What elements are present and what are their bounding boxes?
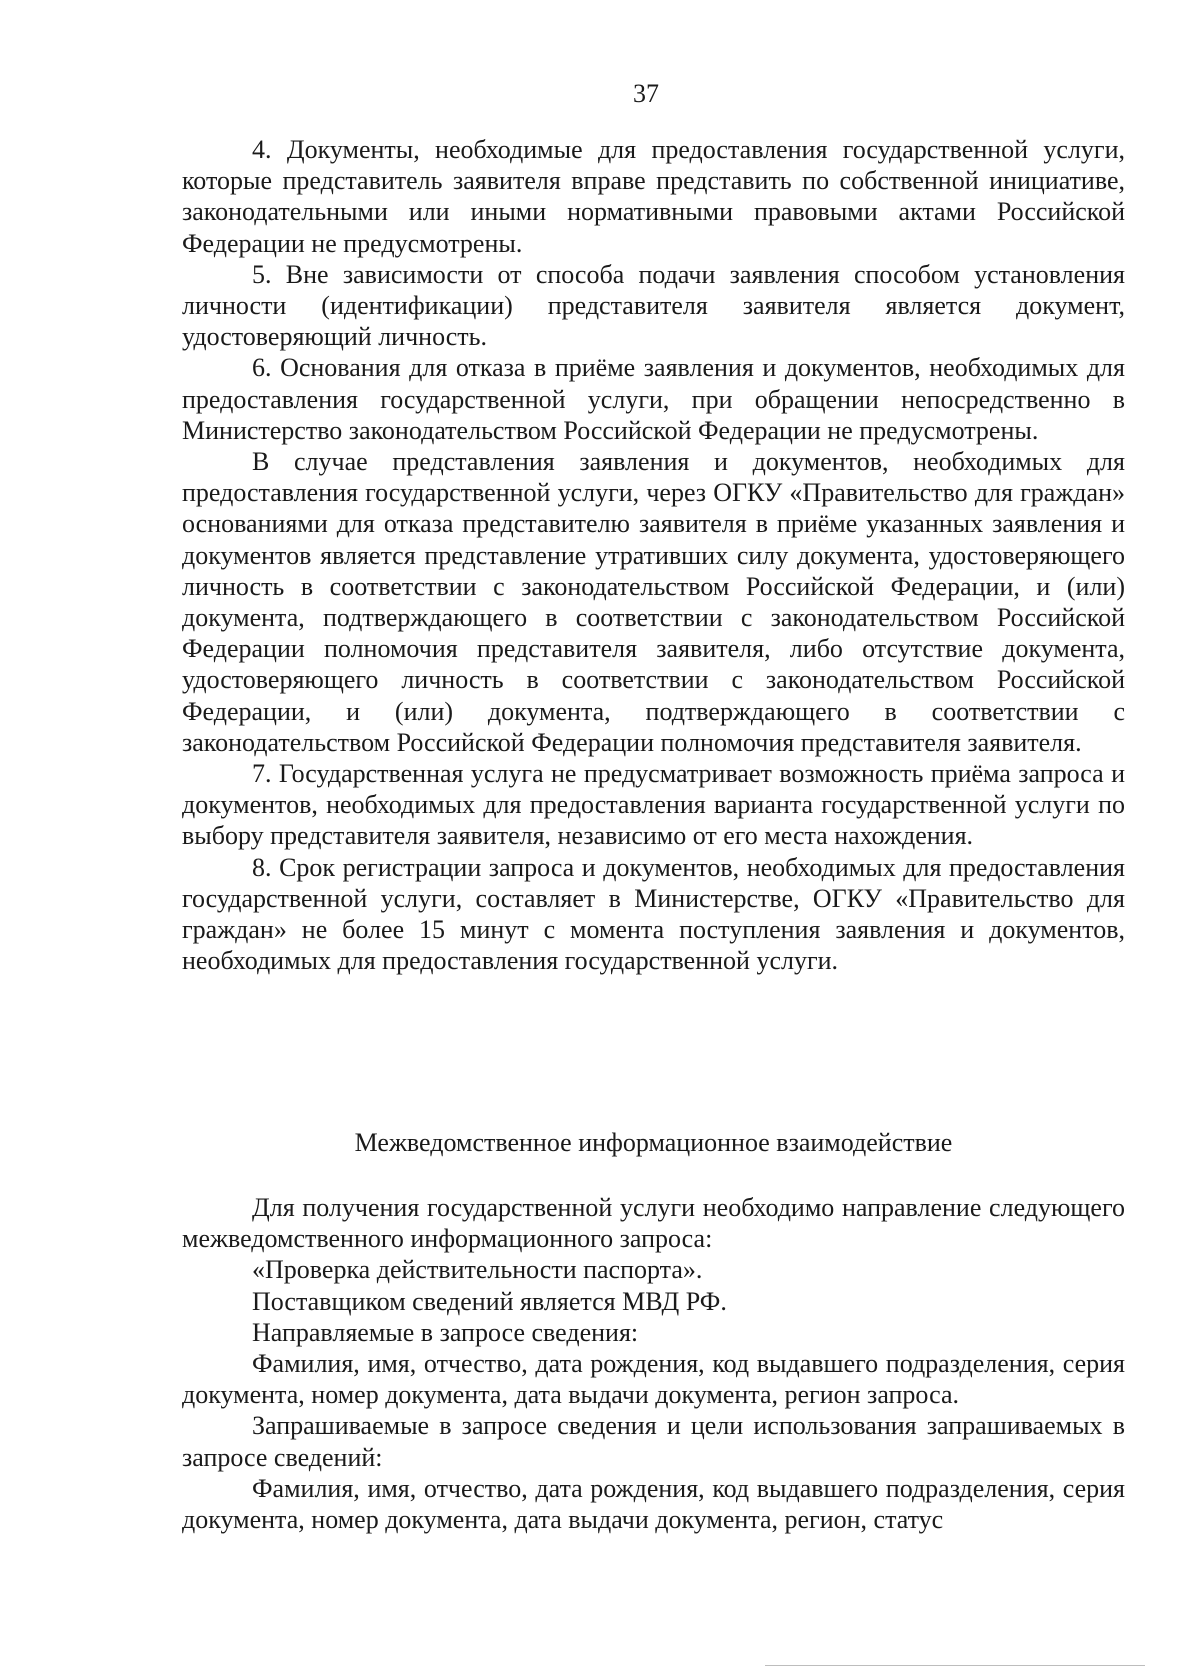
paragraph-7: 7. Государственная услуга не предусматривает возможность приёма запроса и документов, необходимых для предоставления варианта государственной услуги по выбору представителя заявителя, независимо от его места нахождения. (182, 759, 1125, 851)
section-heading: Межведомственное информационное взаимодействие (354, 1128, 953, 1157)
body-text-bottom (182, 1192, 1125, 1535)
sent-data-label: Направляемые в запросе сведения: (252, 1317, 639, 1347)
requested-data-label: Запрашиваемые в запросе сведения и цели использования запрашиваемых в запросе сведений: (182, 1411, 1125, 1472)
request-name: «Проверка действительности паспорта». (252, 1255, 703, 1285)
requested-data-list: Фамилия, имя, отчество, дата рождения, код выдавшего подразделения, серия документа, номер документа, дата выдачи документа, регион, статус (182, 1473, 1125, 1535)
paragraph-4: 4. Документы, необходимые для предоставления государственной услуги, которые представитель заявителя вправе представить по собственной инициативе, законодательными или иными нормативными правовыми актами Российской Федерации не предусмотрены. (182, 135, 1125, 258)
page-number: 37 (633, 79, 659, 108)
footer-rule (765, 1665, 1145, 1666)
request-intro: Для получения государственной услуги необходимо направление следующего межведомственного информационного запроса: (182, 1193, 1125, 1254)
paragraph-5: 5. Вне зависимости от способа подачи заявления способом установления личности (идентификации) представителя заявителя является документ, удостоверяющий личность. (182, 259, 1125, 352)
paragraph-6-continued: В случае представления заявления и документов, необходимых для предоставления государственной услуги, через ОГКУ «Правительство для граждан» основаниями для отказа представителю заявителя в приёме указанных заявления и документов является представление утративших силу документа, удостоверяющего личность в соответствии с законодательством Российской Федерации, и (или) документа, подтверждающего в соответствии с законодательством Российской Федерации полномочия представителя заявителя, либо отсутствие документа, удостоверяющего личность в соответствии с законодательством Российской Федерации, и (или) документа, подтверждающего в соответствии с законодательством Российской Федерации полномочия представителя заявителя. (182, 447, 1125, 757)
paragraph-6: 6. Основания для отказа в приёме заявления и документов, необходимых для предоставления государственной услуги, при обращении непосредственно в Министерство законодательством Российской Федерации не предусмотрены. (182, 353, 1125, 445)
provider-line: Поставщиком сведений является МВД РФ. (252, 1286, 727, 1316)
sent-data-list: Фамилия, имя, отчество, дата рождения, код выдавшего подразделения, серия документа, номер документа, дата выдачи документа, регион запроса. (182, 1349, 1125, 1410)
body-text-top (182, 134, 1125, 976)
paragraph-8: 8. Срок регистрации запроса и документов, необходимых для предоставления государственной услуги, составляет в Министерстве, ОГКУ «Правительство для граждан» не более 15 минут с момента поступления заявления и документов, необходимых для предоставления государственной услуги. (182, 852, 1125, 976)
